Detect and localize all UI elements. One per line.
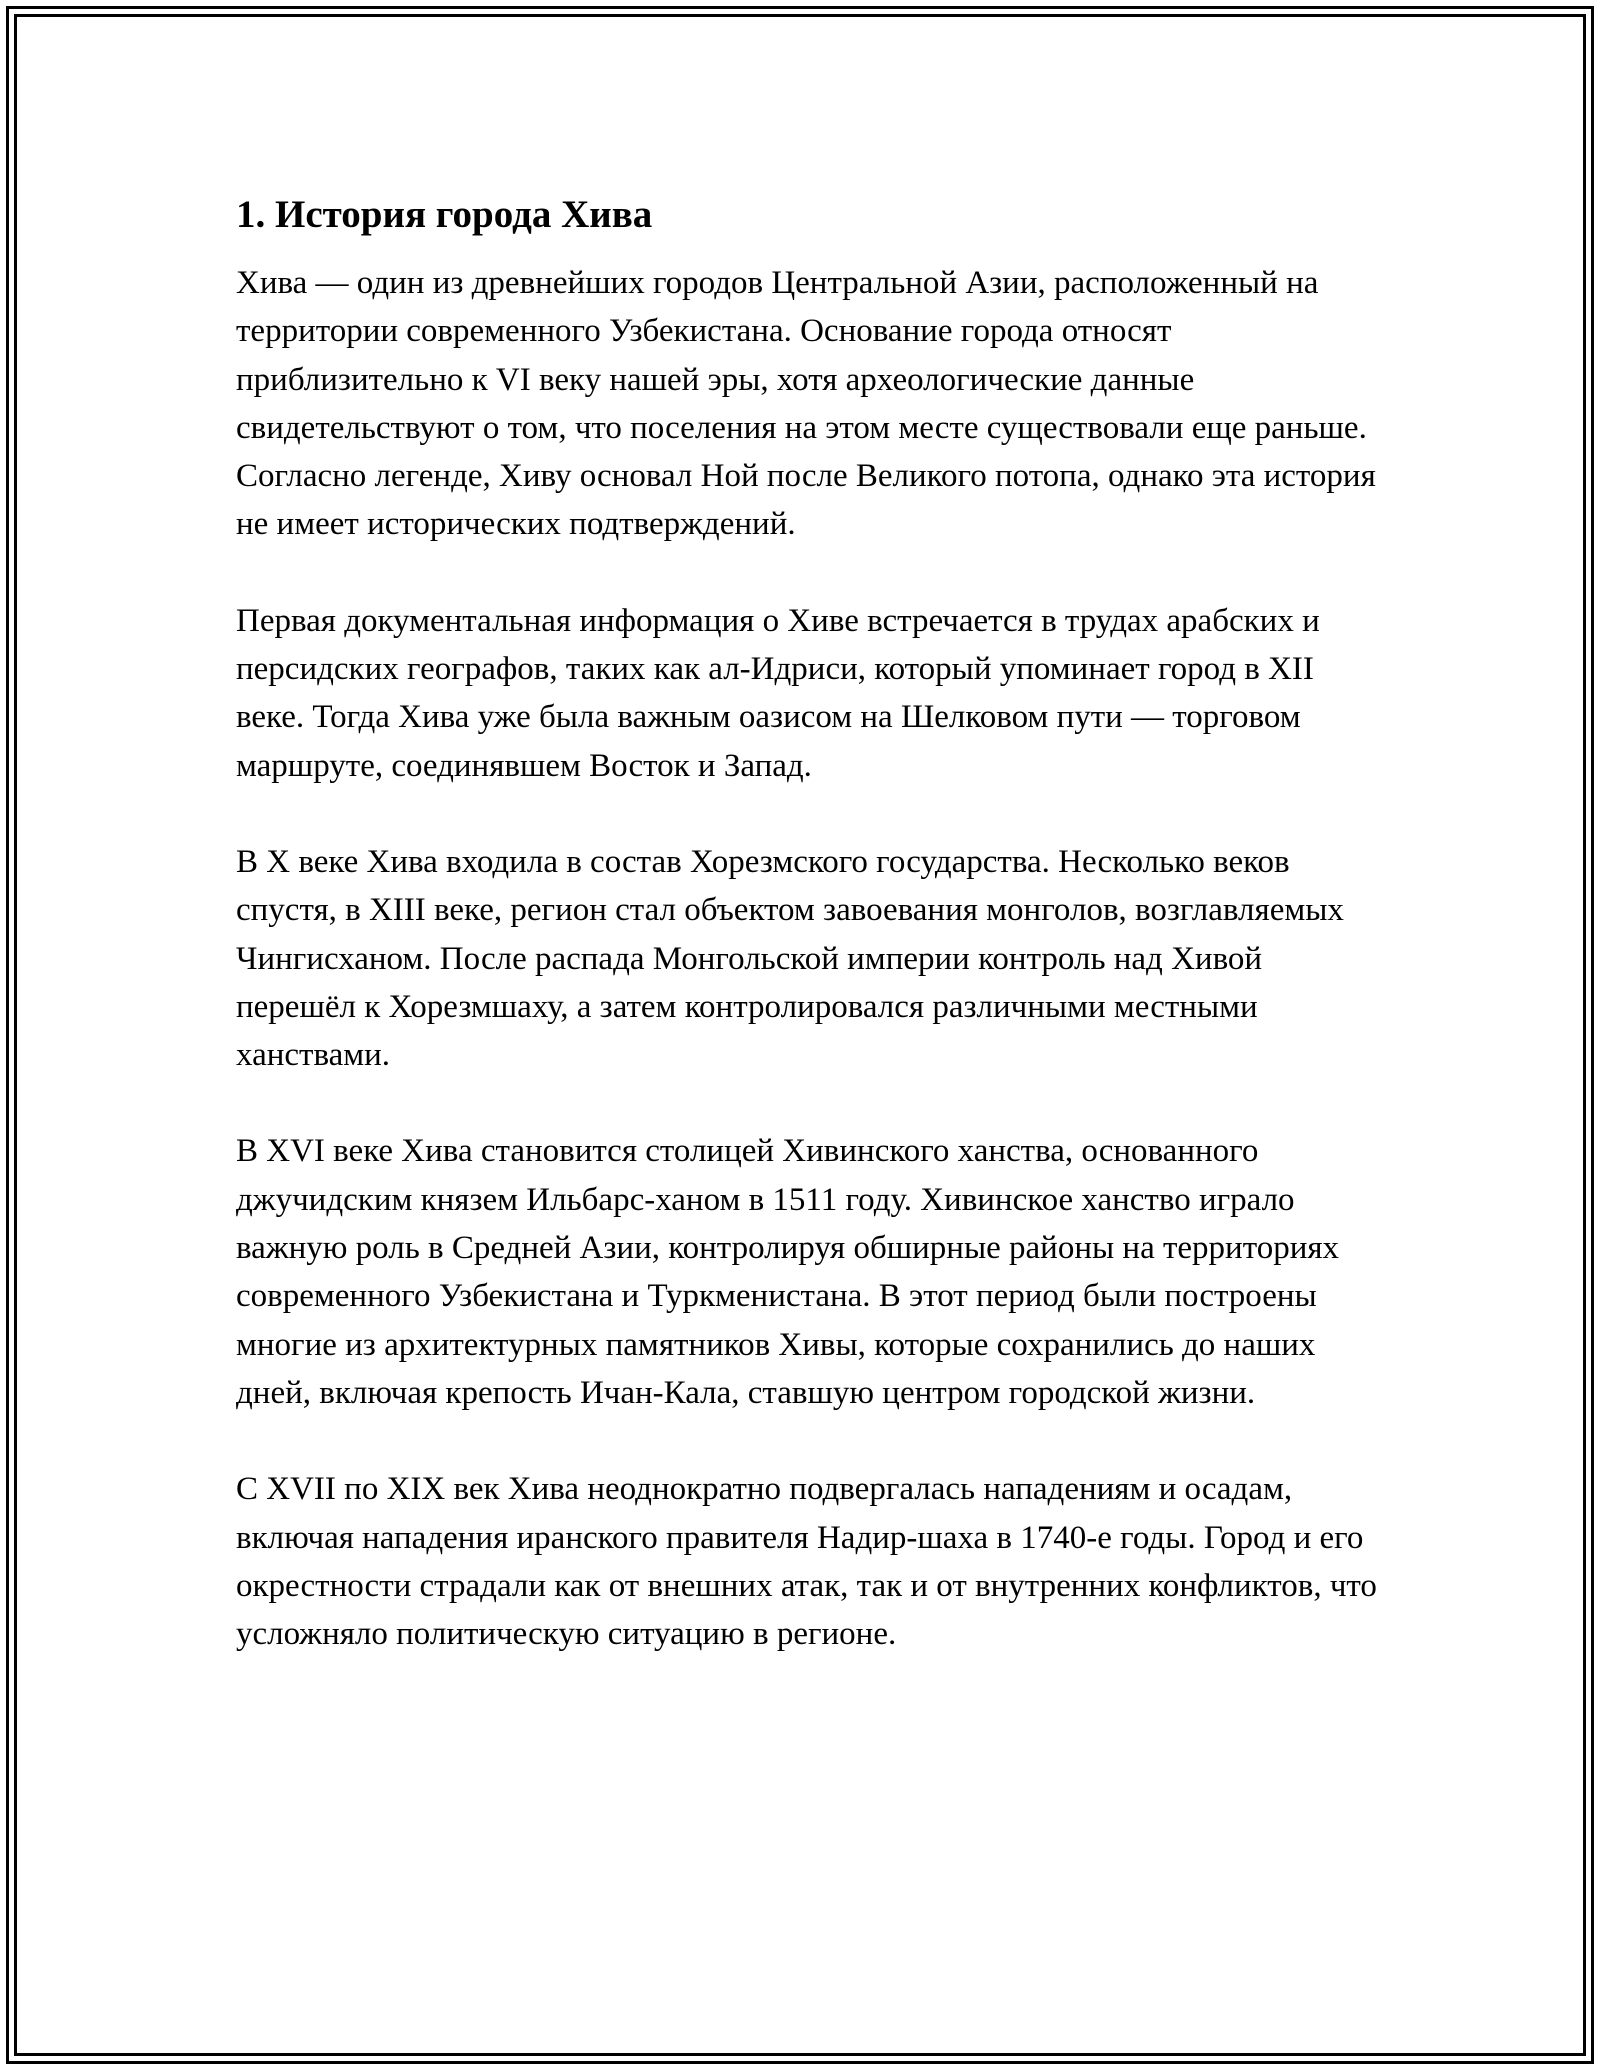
paragraph: Хива — один из древнейших городов Центральной Азии, расположенный на территории современного Узбекистана. Основание города относят приблизительно к VI веку нашей эры, хотя археологические данные свидетельствуют о том, что поселения на этом месте существовали еще раньше. Согласно легенде, Хиву основал Ной после Великого потопа, однако эта история не имеет исторических подтверждений. [236,265,1376,543]
paragraph: Первая документальная информация о Хиве встречается в трудах арабских и персидских географов, таких как ал-Идриси, который упоминает город в XII веке. Тогда Хива уже была важным оазисом на Шелковом пути — торговом маршруте, соединявшем Восток и Запад. [236,602,1320,784]
section-heading: 1. История города Хива [236,193,653,236]
paragraph: С XVII по XIX век Хива неоднократно подвергалась нападениям и осадам, включая нападения иранского правителя Надир-шаха в 1740-е годы. Город и его окрестности страдали как от внешних атак, так и от внутренних конфликтов, что усложняло политическую ситуацию в регионе. [236,1471,1377,1653]
paragraph: В XVI веке Хива становится столицей Хивинского ханства, основанного джучидским князем Ильбарс-ханом в 1511 году. Хивинское ханство играло важную роль в Средней Азии, контролируя обширные районы на территориях современного Узбекистана и Туркменистана. В этот период были построены многие из архитектурных памятников Хивы, которые сохранились до наших дней, включая крепость Ичан-Кала, ставшую центром городской жизни. [236,1133,1340,1411]
paragraph: В X веке Хива входила в состав Хорезмского государства. Несколько веков спустя, в XIII веке, регион стал объектом завоевания монголов, возглавляемых Чингисханом. После распада Монгольской империи контроль над Хивой перешёл к Хорезмшаху, а затем контролировался различными местными ханствами. [236,843,1344,1074]
document-body [236,185,1386,1706]
